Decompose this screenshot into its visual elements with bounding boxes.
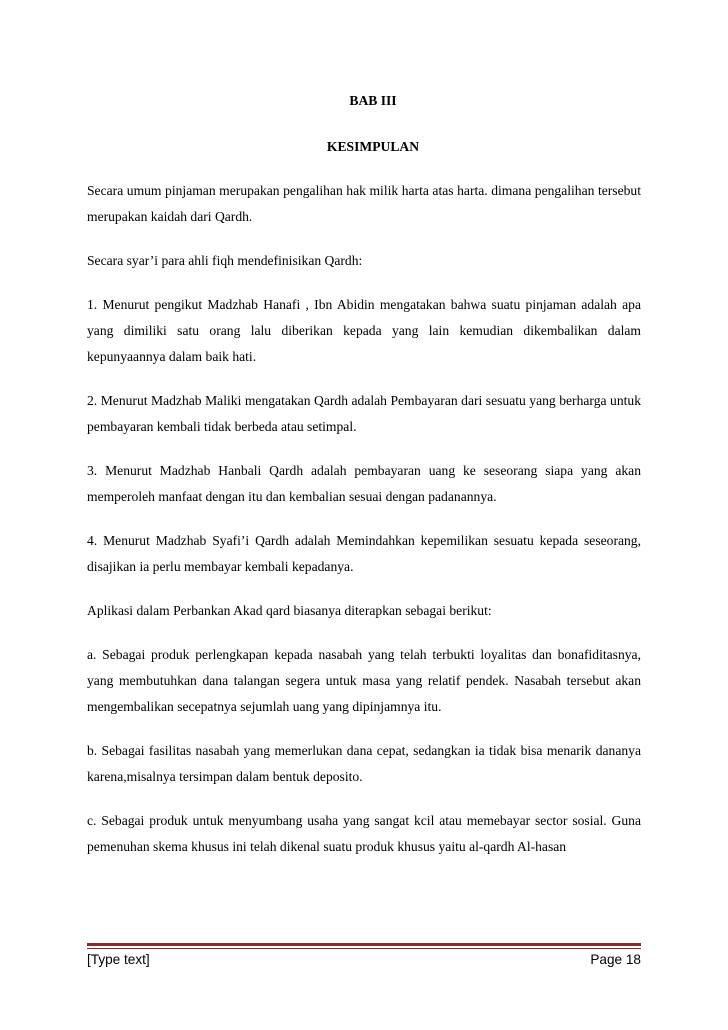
paragraph: Secara umum pinjaman merupakan pengalihan hak milik harta atas harta. dimana pengalihan tersebut merupakan kaidah dari Qardh. — [87, 183, 641, 224]
paragraph: 3. Menurut Madzhab Hanbali Qardh adalah pembayaran uang ke seseorang siapa yang akan memperoleh manfaat dengan itu dan kembalian sesuai dengan padanannya. — [87, 463, 641, 504]
paragraph: 4. Menurut Madzhab Syafi’i Qardh adalah Memindahkan kepemilikan sesuatu kepada seseorang, disajikan ia perlu membayar kembali kepadanya. — [87, 533, 641, 574]
footer-rule — [87, 943, 641, 946]
paragraph: 1. Menurut pengikut Madzhab Hanafi , Ibn Abidin mengatakan bahwa suatu pinjaman adalah apa yang dimiliki satu orang lalu diberikan kepada yang lain kemudian dikembalikan dalam kepunyaannya dalam baik hati. — [87, 297, 641, 364]
paragraph: Secara syar’i para ahli fiqh mendefinisikan Qardh: — [87, 253, 363, 268]
paragraph: 2. Menurut Madzhab Maliki mengatakan Qardh adalah Pembayaran dari sesuatu yang berharga untuk pembayaran kembali tidak berbeda atau setimpal. — [87, 393, 641, 434]
page-number: Page 18 — [590, 952, 641, 967]
chapter-title: KESIMPULAN — [326, 139, 420, 154]
paragraph: a. Sebagai produk perlengkapan kepada nasabah yang telah terbukti loyalitas dan bonafiditasnya, yang membutuhkan dana talangan segera untuk masa yang relatif pendek. Nasabah tersebut akan mengembalikan secepatnya sejumlah uang yang dipinjamnya itu. — [87, 647, 641, 714]
paragraph: Aplikasi dalam Perbankan Akad qard biasanya diterapkan sebagai berikut: — [87, 603, 492, 618]
paragraph: c. Sebagai produk untuk menyumbang usaha yang sangat kcil atau memebayar sector sosial. Guna pemenuhan skema khusus ini telah dikenal suatu produk khusus yaitu al-qardh Al-hasan — [87, 813, 641, 854]
footer-rule-thin — [87, 948, 641, 949]
chapter-heading: BAB III — [349, 93, 397, 108]
page-content — [87, 88, 641, 878]
page-footer — [87, 952, 641, 967]
paragraph: b. Sebagai fasilitas nasabah yang memerlukan dana cepat, sedangkan ia tidak bisa menarik dananya karena,misalnya tersimpan dalam bentuk deposito. — [87, 743, 641, 784]
footer-left-text: [Type text] — [87, 952, 150, 967]
